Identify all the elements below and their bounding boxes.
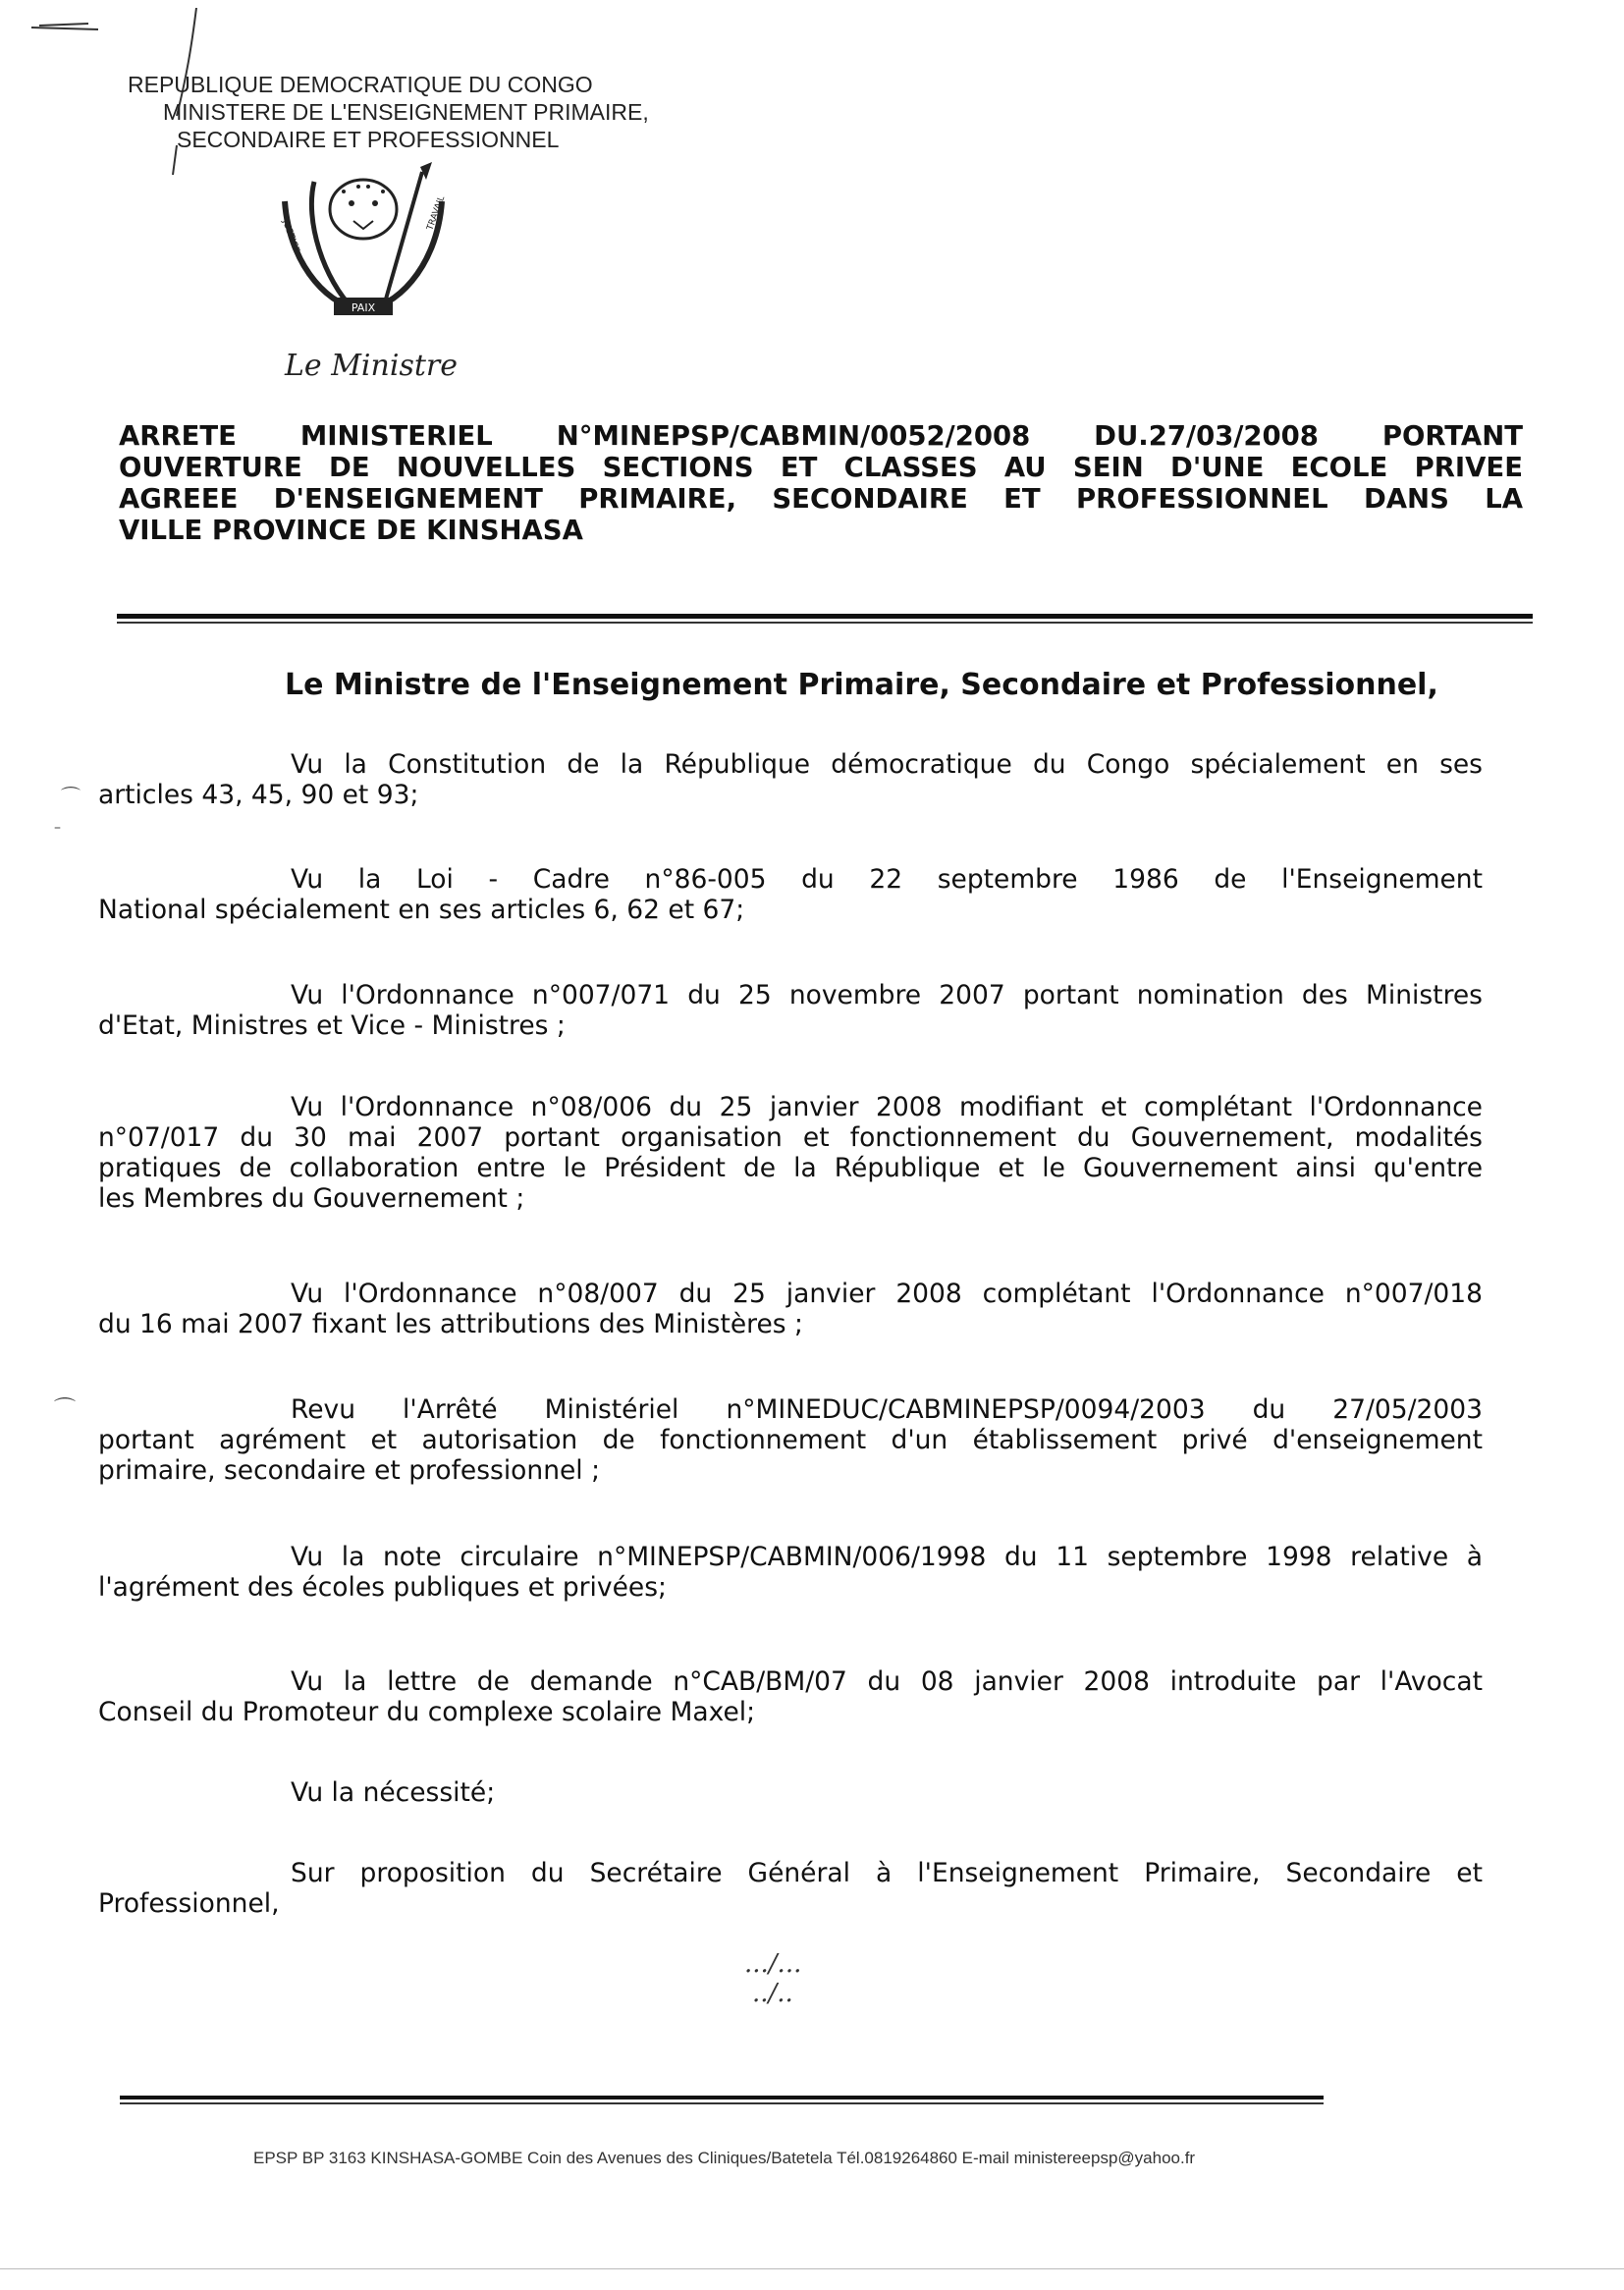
footer-divider-thin xyxy=(120,2102,1324,2104)
continuation-marker-top: .../... xyxy=(744,1949,802,1979)
paragraph-line: Revu l'Arrêté Ministériel n°MINEDUC/CABMINEPSP/0094/2003 du 27/05/2003 xyxy=(291,1394,1483,1425)
margin-tick-icon: – xyxy=(54,820,61,836)
paragraph-proposition xyxy=(98,1858,1483,1919)
paragraph-lettre-demande xyxy=(98,1666,1483,1727)
paragraph-ordonnance-006 xyxy=(98,1092,1483,1214)
minister-signature-title: Le Ministre xyxy=(285,349,458,383)
paragraph-line: Sur proposition du Secrétaire Général à l'Enseignement Primaire, Secondaire et xyxy=(291,1858,1483,1888)
paragraph-line: Vu la nécessité; xyxy=(291,1777,496,1808)
emblem-motto-right: TRAVAIL xyxy=(425,194,448,233)
paragraph-ordonnance-007 xyxy=(98,1279,1483,1339)
paragraph-line: Vu la lettre de demande n°CAB/BM/07 du 08 janvier 2008 introduite par l'Avocat xyxy=(291,1666,1483,1697)
paragraph-line: du 16 mai 2007 fixant les attributions des Ministères ; xyxy=(98,1309,803,1339)
paragraph-loi-cadre xyxy=(98,864,1483,925)
paragraph-line: les Membres du Gouvernement ; xyxy=(98,1183,525,1214)
paragraph-arrete-0094 xyxy=(98,1394,1483,1486)
decree-title-line: OUVERTURE DE NOUVELLES SECTIONS ET CLASSES AU SEIN D'UNE ECOLE PRIVEE xyxy=(119,452,1523,483)
paragraph-line: pratiques de collaboration entre le Président de la République et le Gouvernement ainsi qu'entre xyxy=(98,1153,1483,1183)
emblem-motto-bottom: PAIX xyxy=(351,301,376,314)
decree-title-line: AGREEE D'ENSEIGNEMENT PRIMAIRE, SECONDAIRE ET PROFESSIONNEL DANS LA xyxy=(119,483,1523,515)
paragraph-line: portant agrément et autorisation de fonctionnement d'un établissement privé d'enseignement xyxy=(98,1425,1483,1455)
continuation-marker xyxy=(744,1949,801,2008)
paragraph-line: primaire, secondaire et professionnel ; xyxy=(98,1455,601,1486)
footer-divider xyxy=(120,2096,1324,2099)
paragraph-ordonnance-071 xyxy=(98,980,1483,1041)
letterhead-ministry-continued: SECONDAIRE ET PROFESSIONNEL xyxy=(177,127,560,152)
paragraph-line: l'agrément des écoles publiques et privées; xyxy=(98,1572,667,1603)
decree-title-line: ARRETE MINISTERIEL N°MINEPSP/CABMIN/0052/2008 DU.27/03/2008 PORTANT xyxy=(119,420,1523,452)
paragraph-line: d'Etat, Ministres et Vice - Ministres ; xyxy=(98,1010,566,1041)
paragraph-necessite xyxy=(98,1777,1483,1808)
paragraph-line: Conseil du Promoteur du complexe scolaire Maxel; xyxy=(98,1697,756,1727)
letterhead xyxy=(128,71,649,153)
letterhead-country: REPUBLIQUE DEMOCRATIQUE DU CONGO xyxy=(128,72,593,97)
margin-tick-icon: ⌒ xyxy=(61,785,81,808)
paragraph-line: Vu l'Ordonnance n°08/006 du 25 janvier 2008 modifiant et complétant l'Ordonnance xyxy=(291,1092,1483,1122)
coat-of-arms-icon xyxy=(245,162,481,329)
emblem-motto-left: JUSTICE xyxy=(280,218,301,254)
paragraph-line: articles 43, 45, 90 et 93; xyxy=(98,780,419,810)
paragraph-line: Vu la Loi - Cadre n°86-005 du 22 septembre 1986 de l'Enseignement xyxy=(291,864,1483,895)
minister-intro: Le Ministre de l'Enseignement Primaire, Secondaire et Professionnel, xyxy=(285,668,1438,702)
paragraph-line: Vu l'Ordonnance n°007/071 du 25 novembre 2007 portant nomination des Ministres xyxy=(291,980,1483,1010)
paragraph-line: Professionnel, xyxy=(98,1888,280,1919)
paragraph-line: Vu la note circulaire n°MINEPSP/CABMIN/006/1998 du 11 septembre 1998 relative à xyxy=(291,1542,1483,1572)
decree-title-line: VILLE PROVINCE DE KINSHASA xyxy=(119,515,583,546)
decree-title xyxy=(119,420,1523,546)
paragraph-line: National spécialement en ses articles 6, 62 et 67; xyxy=(98,895,745,925)
paragraph-line: Vu l'Ordonnance n°08/007 du 25 janvier 2008 complétant l'Ordonnance n°007/018 xyxy=(291,1279,1483,1309)
footer-address: EPSP BP 3163 KINSHASA-GOMBE Coin des Avenues des Cliniques/Batetela Tél.0819264860 E-mail ministereepsp@yahoo.fr xyxy=(253,2149,1196,2167)
paragraph-note-circulaire xyxy=(98,1542,1483,1603)
scan-edge-line xyxy=(0,2268,1624,2269)
margin-tick-icon: ⌒ xyxy=(54,1397,77,1422)
paragraph-line: Vu la Constitution de la République démocratique du Congo spécialement en ses xyxy=(291,749,1483,780)
paragraph-line: n°07/017 du 30 mai 2007 portant organisation et fonctionnement du Gouvernement, modalités xyxy=(98,1122,1483,1153)
title-divider xyxy=(117,614,1533,619)
title-divider-thin xyxy=(117,622,1533,624)
paragraph-constitution xyxy=(98,749,1483,810)
continuation-marker-bottom: ../.. xyxy=(752,1979,793,2008)
letterhead-ministry: MINISTERE DE L'ENSEIGNEMENT PRIMAIRE, xyxy=(163,99,649,125)
